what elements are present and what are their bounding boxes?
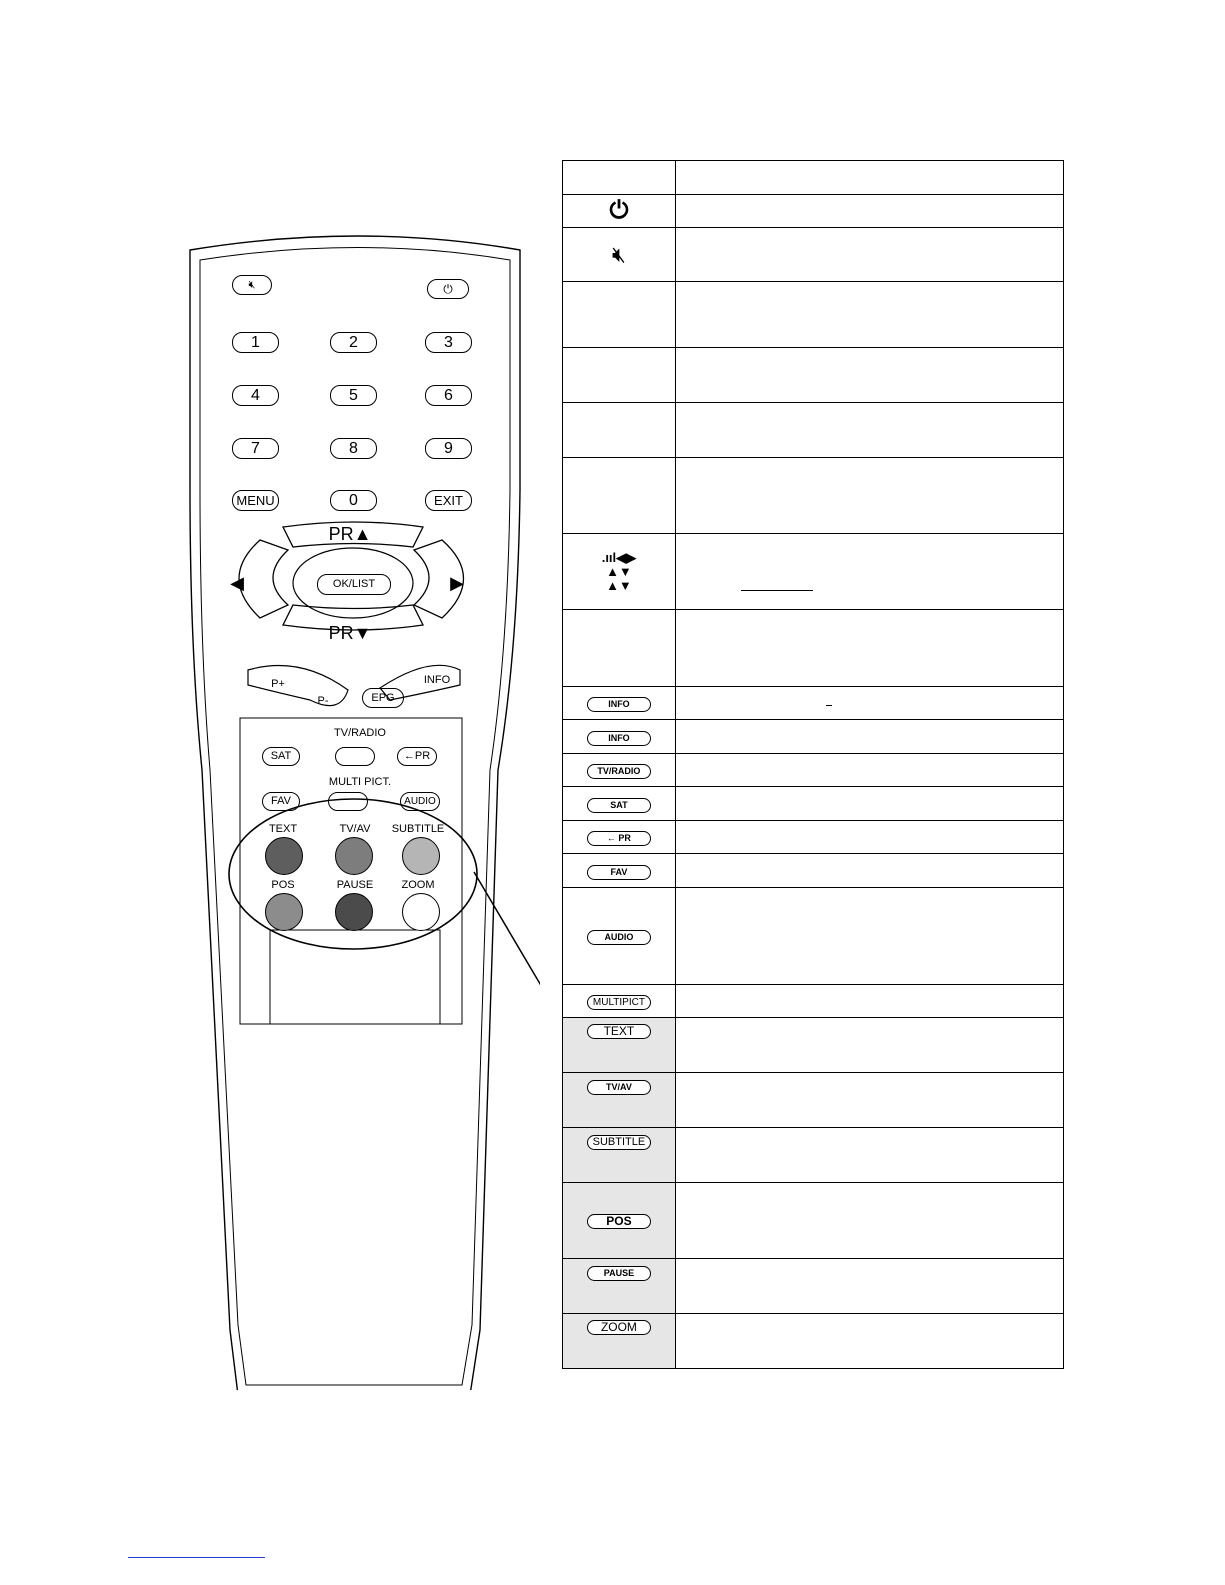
remote-digit-6[interactable]: 6 [425,385,472,406]
remote-menu-button[interactable]: MENU [232,490,279,511]
table-row [563,720,1064,754]
table-row [563,195,1064,228]
table-cell [563,534,676,610]
zoom-key-pill: ZOOM [587,1320,651,1335]
remote-p-plus-button[interactable]: P+ [271,678,285,690]
table-cell [563,985,676,1018]
remote-pr-down-button[interactable]: PR▼ [328,623,372,643]
table-cell [675,195,1063,228]
remote-digit-9[interactable]: 9 [425,438,472,459]
table-cell [675,854,1063,888]
table-cell [675,458,1063,534]
table-cell [675,403,1063,458]
remote-text-label: TEXT [268,823,298,835]
subtitle-key-pill: SUBTITLE [587,1135,651,1150]
table-cell [675,687,1063,720]
remote-tv-radio-label: TV/RADIO [334,727,386,739]
table-row [563,787,1064,821]
remote-digit-1[interactable]: 1 [232,332,279,353]
table-cell [563,1128,676,1183]
table-row [563,687,1064,720]
remote-tv-av-button[interactable] [335,837,373,875]
mute-icon: 🔇︎ [248,279,256,291]
table-cell [675,1073,1063,1128]
table-cell [563,195,676,228]
table-cell [563,348,676,403]
table-cell [675,1259,1063,1314]
remote-zoom-button[interactable] [402,893,440,931]
remote-pause-button[interactable] [335,893,373,931]
remote-pause-label: PAUSE [336,879,374,891]
table-cell [675,610,1063,687]
remote-p-minus-button[interactable]: P- [317,695,329,707]
remote-text-button[interactable] [265,837,303,875]
table-row [563,888,1064,985]
key-table [562,160,1064,1369]
table-cell [563,720,676,754]
table-row [563,985,1064,1018]
table-row [563,754,1064,787]
remote-control [180,230,540,1390]
table-cell [675,720,1063,754]
remote-back-pr-button[interactable] [397,747,437,766]
table-cell [675,534,1063,610]
table-cell [675,161,1063,195]
remote-fav-button[interactable]: FAV [262,792,300,811]
table-row [563,1073,1064,1128]
remote-digit-8[interactable]: 8 [330,438,377,459]
remote-right-button[interactable]: ▶ [450,573,464,593]
remote-digit-2[interactable]: 2 [330,332,377,353]
pause-key-pill: PAUSE [587,1266,651,1281]
table-cell [563,1183,676,1259]
table-cell [675,985,1063,1018]
table-row [563,282,1064,348]
table-cell [563,1073,676,1128]
table-cell [563,1259,676,1314]
footer-link-underline[interactable] [128,1557,265,1558]
audio-key-pill: AUDIO [587,930,651,945]
remote-ok-list-button[interactable]: OK/LIST [317,574,391,595]
remote-info-button[interactable]: INFO [423,674,451,686]
table-row [563,458,1064,534]
underline-mark [741,590,813,591]
mute-icon: 🔇︎ [612,241,626,267]
table-row [563,1128,1064,1183]
table-row [563,821,1064,854]
tiny-mark [826,705,832,706]
table-cell [675,787,1063,821]
remote-power-button[interactable] [427,279,469,299]
table-row [563,610,1064,687]
sat-key-pill: SAT [587,798,651,813]
volume-arrows-icon: .ııl◀▶ ▲▼ ▲▼ [601,549,637,593]
remote-tv-av-label: TV/AV [339,823,371,835]
remote-mute-button[interactable] [232,275,272,295]
table-cell [563,458,676,534]
table-cell [675,821,1063,854]
remote-back-pr-label: PR [414,750,431,762]
table-cell [563,687,676,720]
table-row [563,854,1064,888]
fav-key-pill: FAV [587,865,651,880]
table-row [563,534,1064,610]
remote-multi-pict-label: MULTI PICT. [328,776,392,788]
remote-digit-7[interactable]: 7 [232,438,279,459]
remote-digit-4[interactable]: 4 [232,385,279,406]
table-cell [563,282,676,348]
remote-sat-button[interactable]: SAT [262,747,300,766]
multipict-key-pill: MULTIPICT [587,995,651,1010]
power-icon: ⏻ [609,197,629,224]
info-key-pill: INFO [587,731,651,746]
table-row [563,348,1064,403]
text-key-pill: TEXT [587,1024,651,1039]
remote-digit-5[interactable]: 5 [330,385,377,406]
remote-left-button[interactable]: ◀ [230,573,244,593]
arrow-left-icon: ← [403,750,415,762]
back-pr-key-pill: ← PR [587,831,651,846]
table-cell [563,228,676,282]
table-header-row [563,161,1064,195]
table-cell [563,821,676,854]
table-cell [675,754,1063,787]
remote-subtitle-label: SUBTITLE [391,823,445,835]
remote-subtitle-button[interactable] [402,837,440,875]
table-cell [563,854,676,888]
remote-zoom-label: ZOOM [401,879,435,891]
table-cell [563,1018,676,1073]
tv-radio-key-pill: TV/RADIO [587,764,651,779]
table-cell [563,888,676,985]
table-row [563,1259,1064,1314]
remote-audio-button[interactable]: AUDIO [400,792,440,811]
table-cell [675,228,1063,282]
table-row [563,1183,1064,1259]
table-row [563,1314,1064,1369]
table-cell [563,754,676,787]
remote-pr-up-button[interactable]: PR▲ [328,524,372,544]
table-row [563,228,1064,282]
remote-digit-3[interactable]: 3 [425,332,472,353]
table-cell [675,1183,1063,1259]
table-cell [675,1018,1063,1073]
table-cell [563,403,676,458]
table-row [563,1018,1064,1073]
table-cell [563,1314,676,1369]
pos-key-pill: POS [587,1214,651,1229]
info-key-pill: INFO [587,697,651,712]
table-cell [675,282,1063,348]
remote-tv-radio-button[interactable] [335,747,375,766]
table-cell [675,1128,1063,1183]
remote-exit-button[interactable]: EXIT [425,490,472,511]
power-icon: ⏻ [443,282,453,296]
table-cell [675,348,1063,403]
remote-epg-button[interactable]: EPG [362,688,404,708]
remote-pos-label: POS [271,879,295,891]
table-cell [563,161,676,195]
table-cell [563,787,676,821]
remote-pos-button[interactable] [265,893,303,931]
table-cell [563,610,676,687]
tv-av-key-pill: TV/AV [587,1080,651,1095]
table-row [563,403,1064,458]
remote-digit-0[interactable]: 0 [330,490,377,511]
table-cell [675,1314,1063,1369]
remote-multi-pict-button[interactable] [328,792,368,811]
table-cell [675,888,1063,985]
